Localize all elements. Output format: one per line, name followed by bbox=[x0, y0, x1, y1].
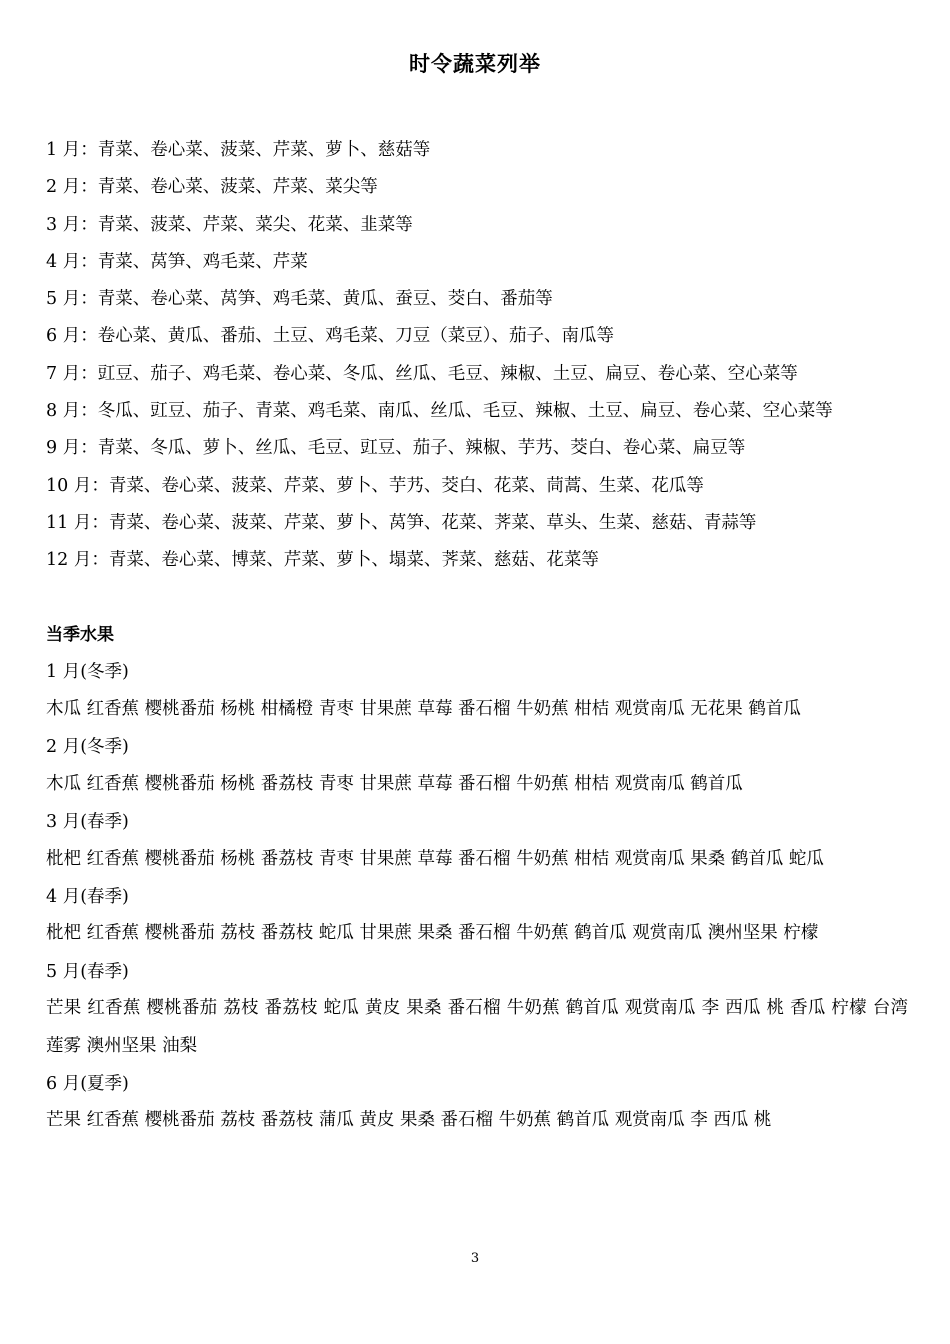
fruit-list-text: 芒果 红香蕉 樱桃番茄 荔枝 番荔枝 蛇瓜 黄皮 果桑 番石榴 牛奶蕉 鹤首瓜 观赏南瓜 李 西瓜 桃 香瓜 柠檬 台湾莲雾 澳州坚果 油梨 bbox=[46, 998, 908, 1056]
vegetable-month-line: 11 月：青菜、卷心菜、菠菜、芹菜、萝卜、莴笋、花菜、荠菜、草头、生菜、慈菇、青蒜等 bbox=[46, 512, 757, 533]
vegetable-month-line: 3 月：青菜、菠菜、芹菜、菜尖、花菜、韭菜等 bbox=[46, 214, 413, 235]
vegetable-month-line: 5 月：青菜、卷心菜、莴笋、鸡毛菜、黄瓜、蚕豆、茭白、番茄等 bbox=[46, 289, 553, 310]
vegetable-month-line: 12 月：青菜、卷心菜、博菜、芹菜、萝卜、塌菜、荠菜、慈菇、花菜等 bbox=[46, 550, 599, 571]
fruit-month-label: 4 月(春季) bbox=[46, 886, 129, 907]
fruit-month-label: 1 月(冬季) bbox=[46, 662, 129, 683]
fruit-month-label: 3 月(春季) bbox=[46, 811, 129, 832]
vegetable-month-line: 4 月：青菜、莴笋、鸡毛菜、芹菜 bbox=[46, 251, 308, 272]
vegetable-month-line: 6 月：卷心菜、黄瓜、番茄、土豆、鸡毛菜、刀豆（菜豆）、茄子、南瓜等 bbox=[46, 326, 614, 347]
fruit-section bbox=[46, 622, 908, 1146]
fruit-list-text: 枇杷 红香蕉 樱桃番茄 杨桃 番荔枝 青枣 甘果蔗 草莓 番石榴 牛奶蕉 柑桔 观赏南瓜 果桑 鹤首瓜 蛇瓜 bbox=[46, 848, 824, 869]
fruit-list-text: 木瓜 红香蕉 樱桃番茄 杨桃 柑橘橙 青枣 甘果蔗 草莓 番石榴 牛奶蕉 柑桔 观赏南瓜 无花果 鹤首瓜 bbox=[46, 699, 801, 720]
page-title: 时令蔬菜列举 bbox=[409, 52, 541, 76]
fruit-section-heading: 当季水果 bbox=[46, 625, 114, 645]
vegetable-list bbox=[46, 137, 926, 585]
vegetable-month-line: 8 月：冬瓜、豇豆、茄子、青菜、鸡毛菜、南瓜、丝瓜、毛豆、辣椒、土豆、扁豆、卷心菜、空心菜等 bbox=[46, 401, 833, 422]
page-number: 3 bbox=[470, 1251, 480, 1266]
vegetable-month-line: 1 月：青菜、卷心菜、菠菜、芹菜、萝卜、慈菇等 bbox=[46, 140, 431, 160]
fruit-list-text: 枇杷 红香蕉 樱桃番茄 荔枝 番荔枝 蛇瓜 甘果蔗 果桑 番石榴 牛奶蕉 鹤首瓜 观赏南瓜 澳州坚果 柠檬 bbox=[46, 923, 819, 944]
fruit-month-label: 6 月(夏季) bbox=[46, 1073, 129, 1094]
fruit-list-text: 芒果 红香蕉 樱桃番茄 荔枝 番荔枝 蒲瓜 黄皮 果桑 番石榴 牛奶蕉 鹤首瓜 观赏南瓜 李 西瓜 桃 bbox=[46, 1110, 772, 1131]
fruit-month-label: 5 月(春季) bbox=[46, 961, 129, 982]
fruit-month-label: 2 月(冬季) bbox=[46, 737, 129, 758]
vegetable-month-line: 9 月：青菜、冬瓜、萝卜、丝瓜、毛豆、豇豆、茄子、辣椒、芋艿、茭白、卷心菜、扁豆等 bbox=[46, 438, 746, 459]
vegetable-month-line: 7 月：豇豆、茄子、鸡毛菜、卷心菜、冬瓜、丝瓜、毛豆、辣椒、土豆、扁豆、卷心菜、空心菜等 bbox=[46, 363, 798, 384]
vegetable-month-line: 10 月：青菜、卷心菜、菠菜、芹菜、萝卜、芋艿、茭白、花菜、茼蒿、生菜、花瓜等 bbox=[46, 475, 704, 496]
vegetable-month-line: 2 月：青菜、卷心菜、菠菜、芹菜、菜尖等 bbox=[46, 177, 378, 198]
fruit-list-text: 木瓜 红香蕉 樱桃番茄 杨桃 番荔枝 青枣 甘果蔗 草莓 番石榴 牛奶蕉 柑桔 观赏南瓜 鹤首瓜 bbox=[46, 773, 743, 794]
